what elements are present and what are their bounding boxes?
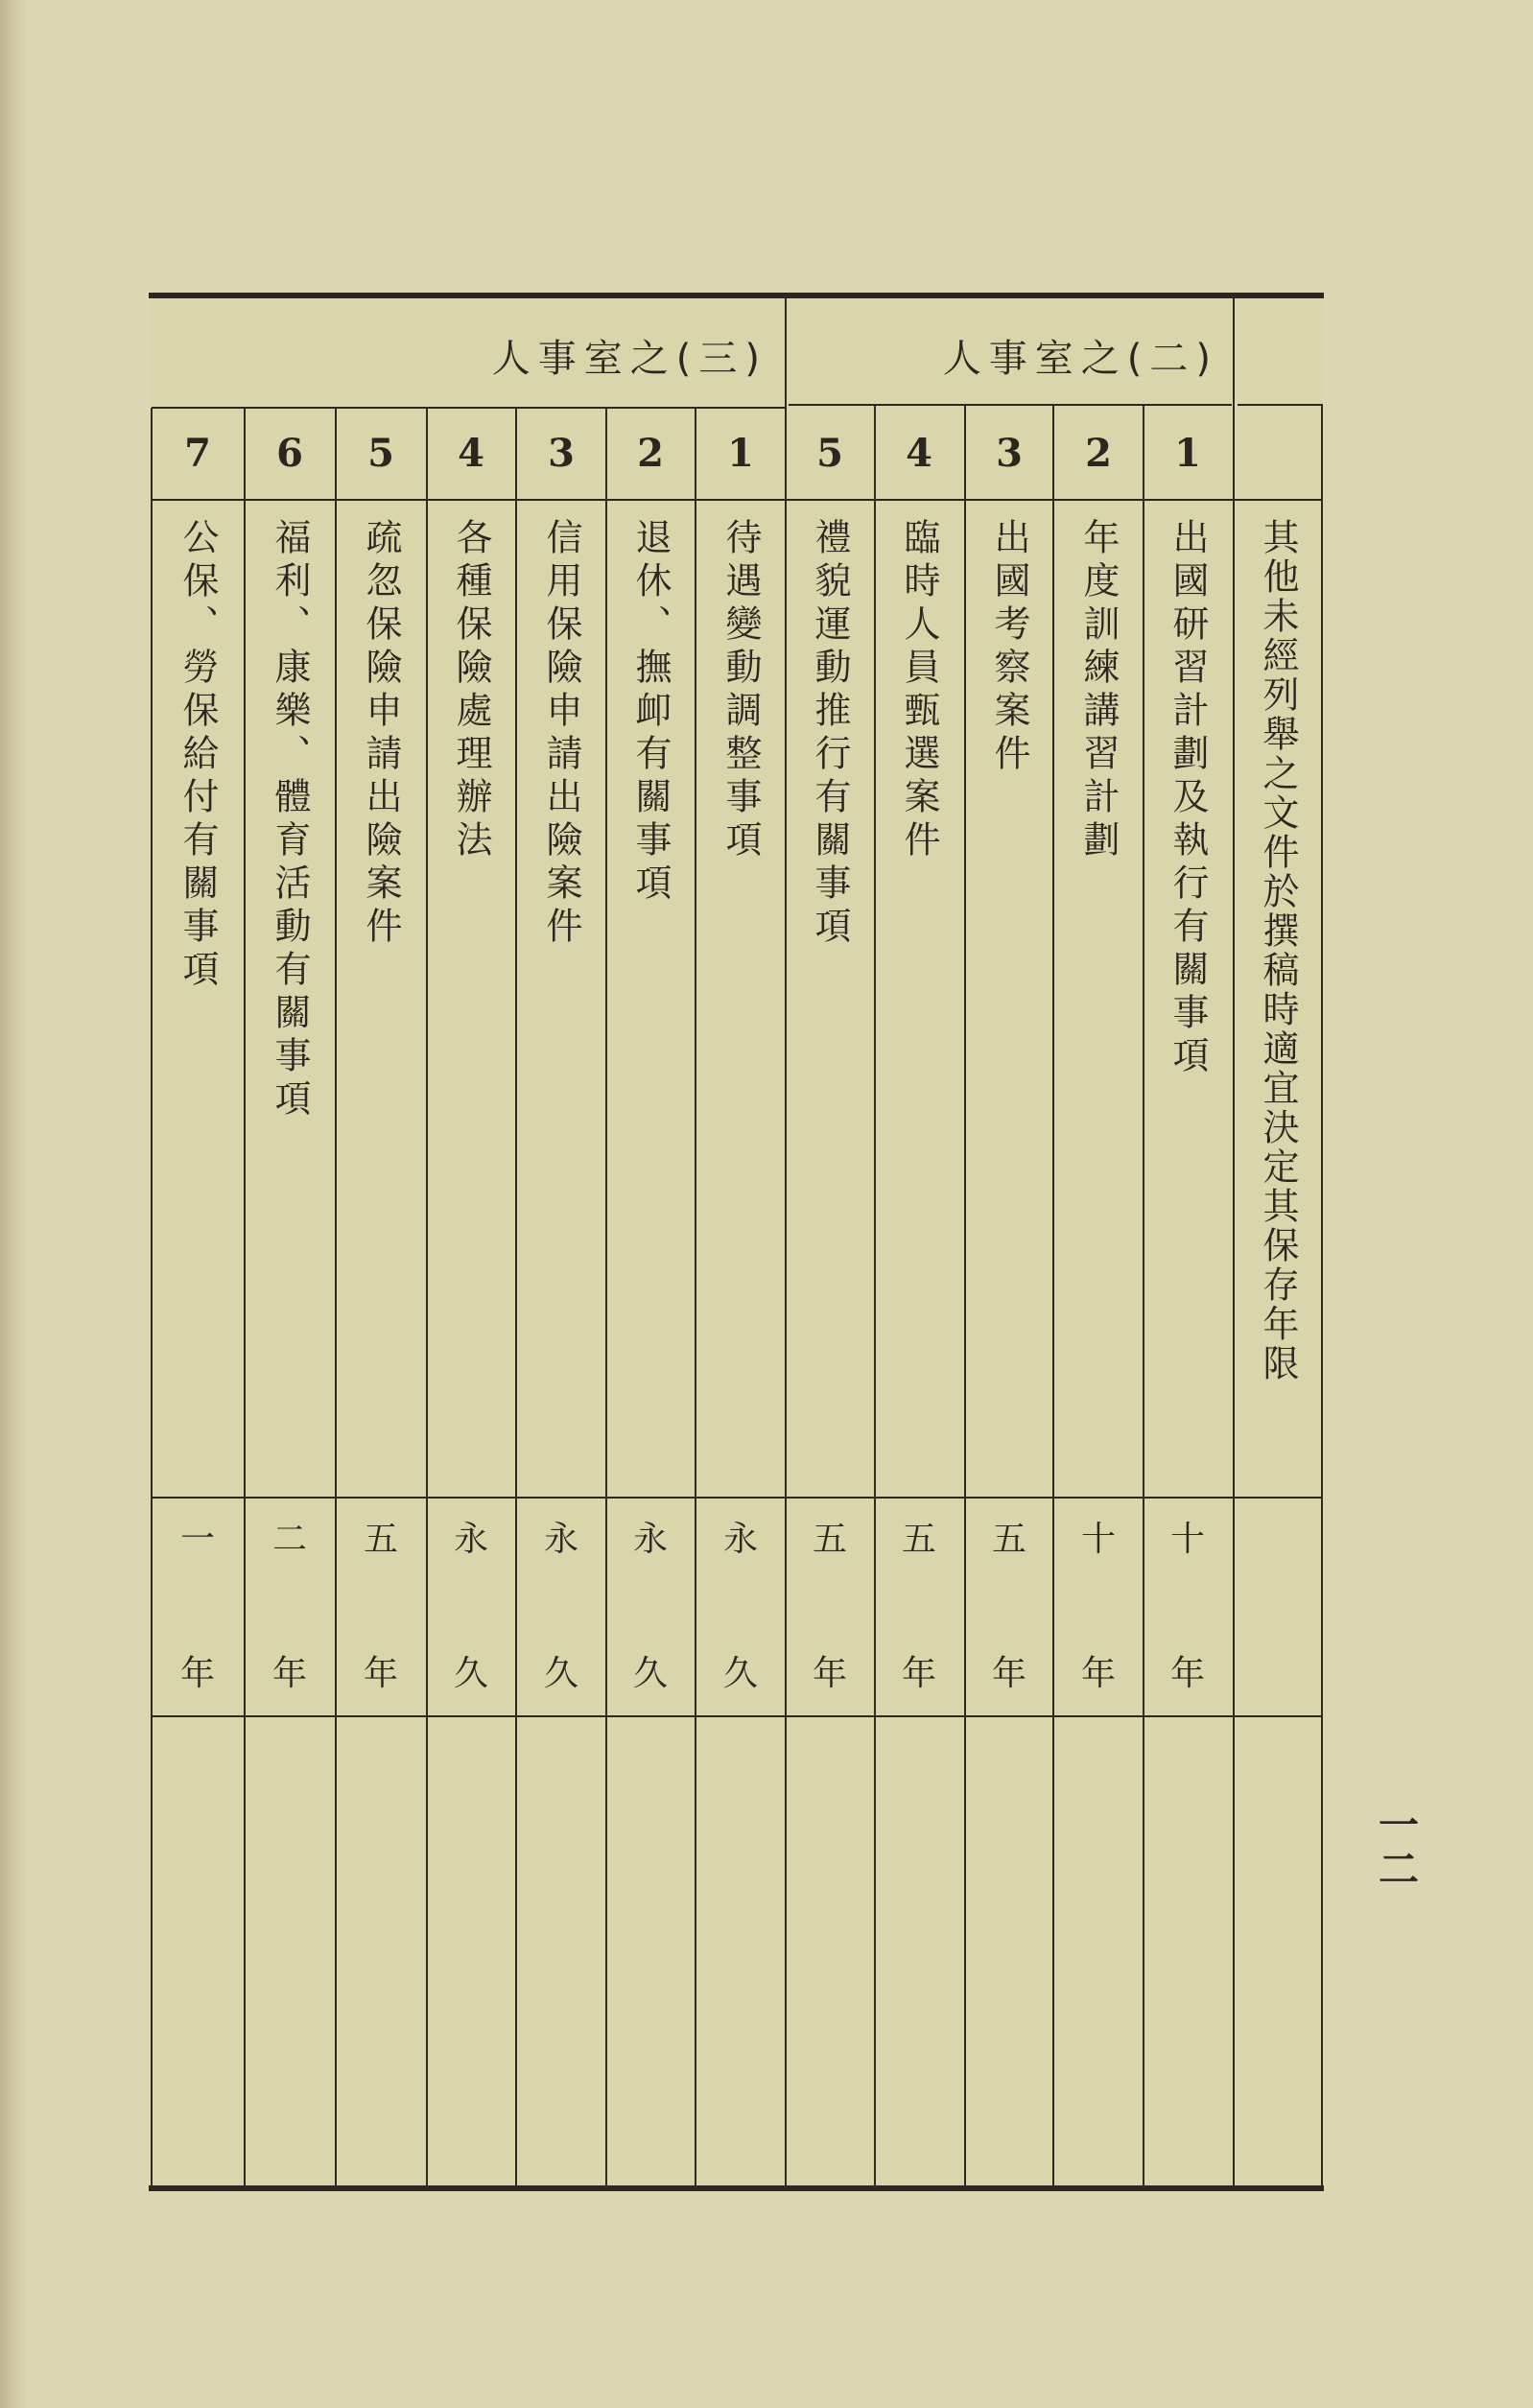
item-description-cell <box>1053 518 1144 1487</box>
table-bottom-rule <box>149 2185 1324 2191</box>
retention-period-cell <box>1143 1511 1233 1703</box>
remarks-cell <box>785 1722 875 2183</box>
retention-period-unit: 年 <box>901 1654 936 1693</box>
retention-period-unit: 年 <box>812 1654 847 1693</box>
retention-period-unit: 久 <box>543 1654 578 1693</box>
page-number: 一二 <box>1373 1804 1420 1892</box>
item-number <box>1233 413 1323 494</box>
retention-period-value: 永 <box>543 1520 578 1559</box>
item-description: 各種保險處理辦法 <box>450 518 492 863</box>
group-header-rule-3 <box>152 407 785 409</box>
item-number: 3 <box>996 431 1023 476</box>
retention-period-cell <box>1053 1511 1144 1703</box>
item-number: 2 <box>1085 431 1112 476</box>
retention-period-value: 十 <box>1169 1520 1205 1559</box>
retention-period-value: 永 <box>722 1520 758 1559</box>
item-description-cell <box>964 518 1054 1487</box>
item-description-cell <box>336 518 426 1487</box>
remarks-cell <box>245 1722 335 2183</box>
retention-period-value: 二 <box>271 1520 307 1559</box>
item-description-cell <box>696 518 786 1487</box>
remarks-cell <box>964 1722 1054 2183</box>
item-description-cell <box>245 518 335 1487</box>
retention-period-value: 一 <box>179 1520 215 1559</box>
item-description: 退休、撫卹有關事項 <box>629 518 672 907</box>
retention-period-value: 十 <box>1080 1520 1116 1559</box>
group-header-personnel-office-2 <box>796 317 1218 393</box>
remarks-cell <box>1143 1722 1233 2183</box>
item-description-cell <box>426 518 516 1487</box>
item-number: 7 <box>184 431 211 476</box>
group-header-label: 人事室之(二) <box>942 336 1218 381</box>
retention-period-cell <box>516 1511 606 1703</box>
item-number: 5 <box>367 431 394 476</box>
item-description-cell <box>153 518 243 1487</box>
item-number: 4 <box>906 431 932 476</box>
other-documents-note: 其他未經列舉之文件於撰稿時適宜決定其保存年限 <box>1257 518 1299 1383</box>
period-row-rule <box>152 1715 1322 1717</box>
item-description: 出國考察案件 <box>988 518 1030 777</box>
retention-period-value: 五 <box>812 1520 847 1559</box>
retention-period-unit: 年 <box>1169 1654 1205 1693</box>
remarks-cell <box>874 1722 964 2183</box>
other-documents-note-cell <box>1233 518 1323 1487</box>
item-number: 1 <box>727 431 754 476</box>
remark-column-top-rule <box>1238 404 1322 406</box>
item-description: 疏忽保險申請出險案件 <box>360 518 402 950</box>
retention-period-unit: 久 <box>632 1654 668 1693</box>
retention-period-cell <box>874 1511 964 1703</box>
retention-period-value: 五 <box>363 1520 398 1559</box>
table-top-rule <box>149 293 1324 298</box>
retention-period-cell <box>426 1511 516 1703</box>
item-number: 5 <box>816 431 843 476</box>
remarks-cell <box>426 1722 516 2183</box>
remarks-cell <box>516 1722 606 2183</box>
retention-period-unit: 久 <box>453 1654 488 1693</box>
item-number: 6 <box>276 431 303 476</box>
retention-period-unit: 年 <box>271 1654 307 1693</box>
item-description: 待遇變動調整事項 <box>719 518 762 863</box>
retention-period-cell <box>785 1511 875 1703</box>
group-header-label: 人事室之(三) <box>491 336 767 381</box>
group-header-personnel-office-3 <box>163 317 767 393</box>
retention-period-value: 永 <box>632 1520 668 1559</box>
item-description: 福利、康樂、體育活動有關事項 <box>269 518 311 1122</box>
item-number: 4 <box>458 431 484 476</box>
item-description-cell <box>1143 518 1233 1487</box>
item-description-cell <box>605 518 696 1487</box>
remarks-cell <box>153 1722 243 2183</box>
book-binding-shadow <box>0 0 27 2408</box>
retention-period-unit: 年 <box>363 1654 398 1693</box>
retention-period-cell <box>245 1511 335 1703</box>
retention-period-cell <box>964 1511 1054 1703</box>
item-description: 年度訓練講習計劃 <box>1077 518 1120 863</box>
retention-period-cell <box>153 1511 243 1703</box>
retention-period-unit: 年 <box>1080 1654 1116 1693</box>
item-description: 信用保險申請出險案件 <box>540 518 582 950</box>
retention-period-unit: 久 <box>722 1654 758 1693</box>
retention-period-cell <box>696 1511 786 1703</box>
remarks-cell <box>1053 1722 1144 2183</box>
retention-period-cell <box>605 1511 696 1703</box>
retention-period-value: 五 <box>991 1520 1026 1559</box>
item-number: 2 <box>637 431 664 476</box>
item-description: 公保、勞保給付有關事項 <box>177 518 219 993</box>
item-number: 1 <box>1174 431 1201 476</box>
item-number: 3 <box>548 431 575 476</box>
item-description: 禮貌運動推行有關事項 <box>809 518 851 950</box>
item-description-cell <box>874 518 964 1487</box>
item-description-cell <box>785 518 875 1487</box>
retention-period-cell <box>1233 1511 1323 1703</box>
item-description-cell <box>516 518 606 1487</box>
group-header-rule-2 <box>789 404 1232 406</box>
remarks-cell <box>696 1722 786 2183</box>
retention-period-value: 五 <box>901 1520 936 1559</box>
number-row-rule <box>152 499 1322 501</box>
remarks-cell <box>336 1722 426 2183</box>
retention-period-unit: 年 <box>991 1654 1026 1693</box>
item-row-rule <box>152 1497 1322 1499</box>
remarks-cell <box>1233 1722 1323 2183</box>
retention-period-cell <box>336 1511 426 1703</box>
item-description: 臨時人員甄選案件 <box>898 518 940 863</box>
retention-period-unit: 年 <box>179 1654 215 1693</box>
remarks-cell <box>605 1722 696 2183</box>
item-description: 出國研習計劃及執行有關事項 <box>1167 518 1209 1079</box>
retention-period-value: 永 <box>453 1520 488 1559</box>
